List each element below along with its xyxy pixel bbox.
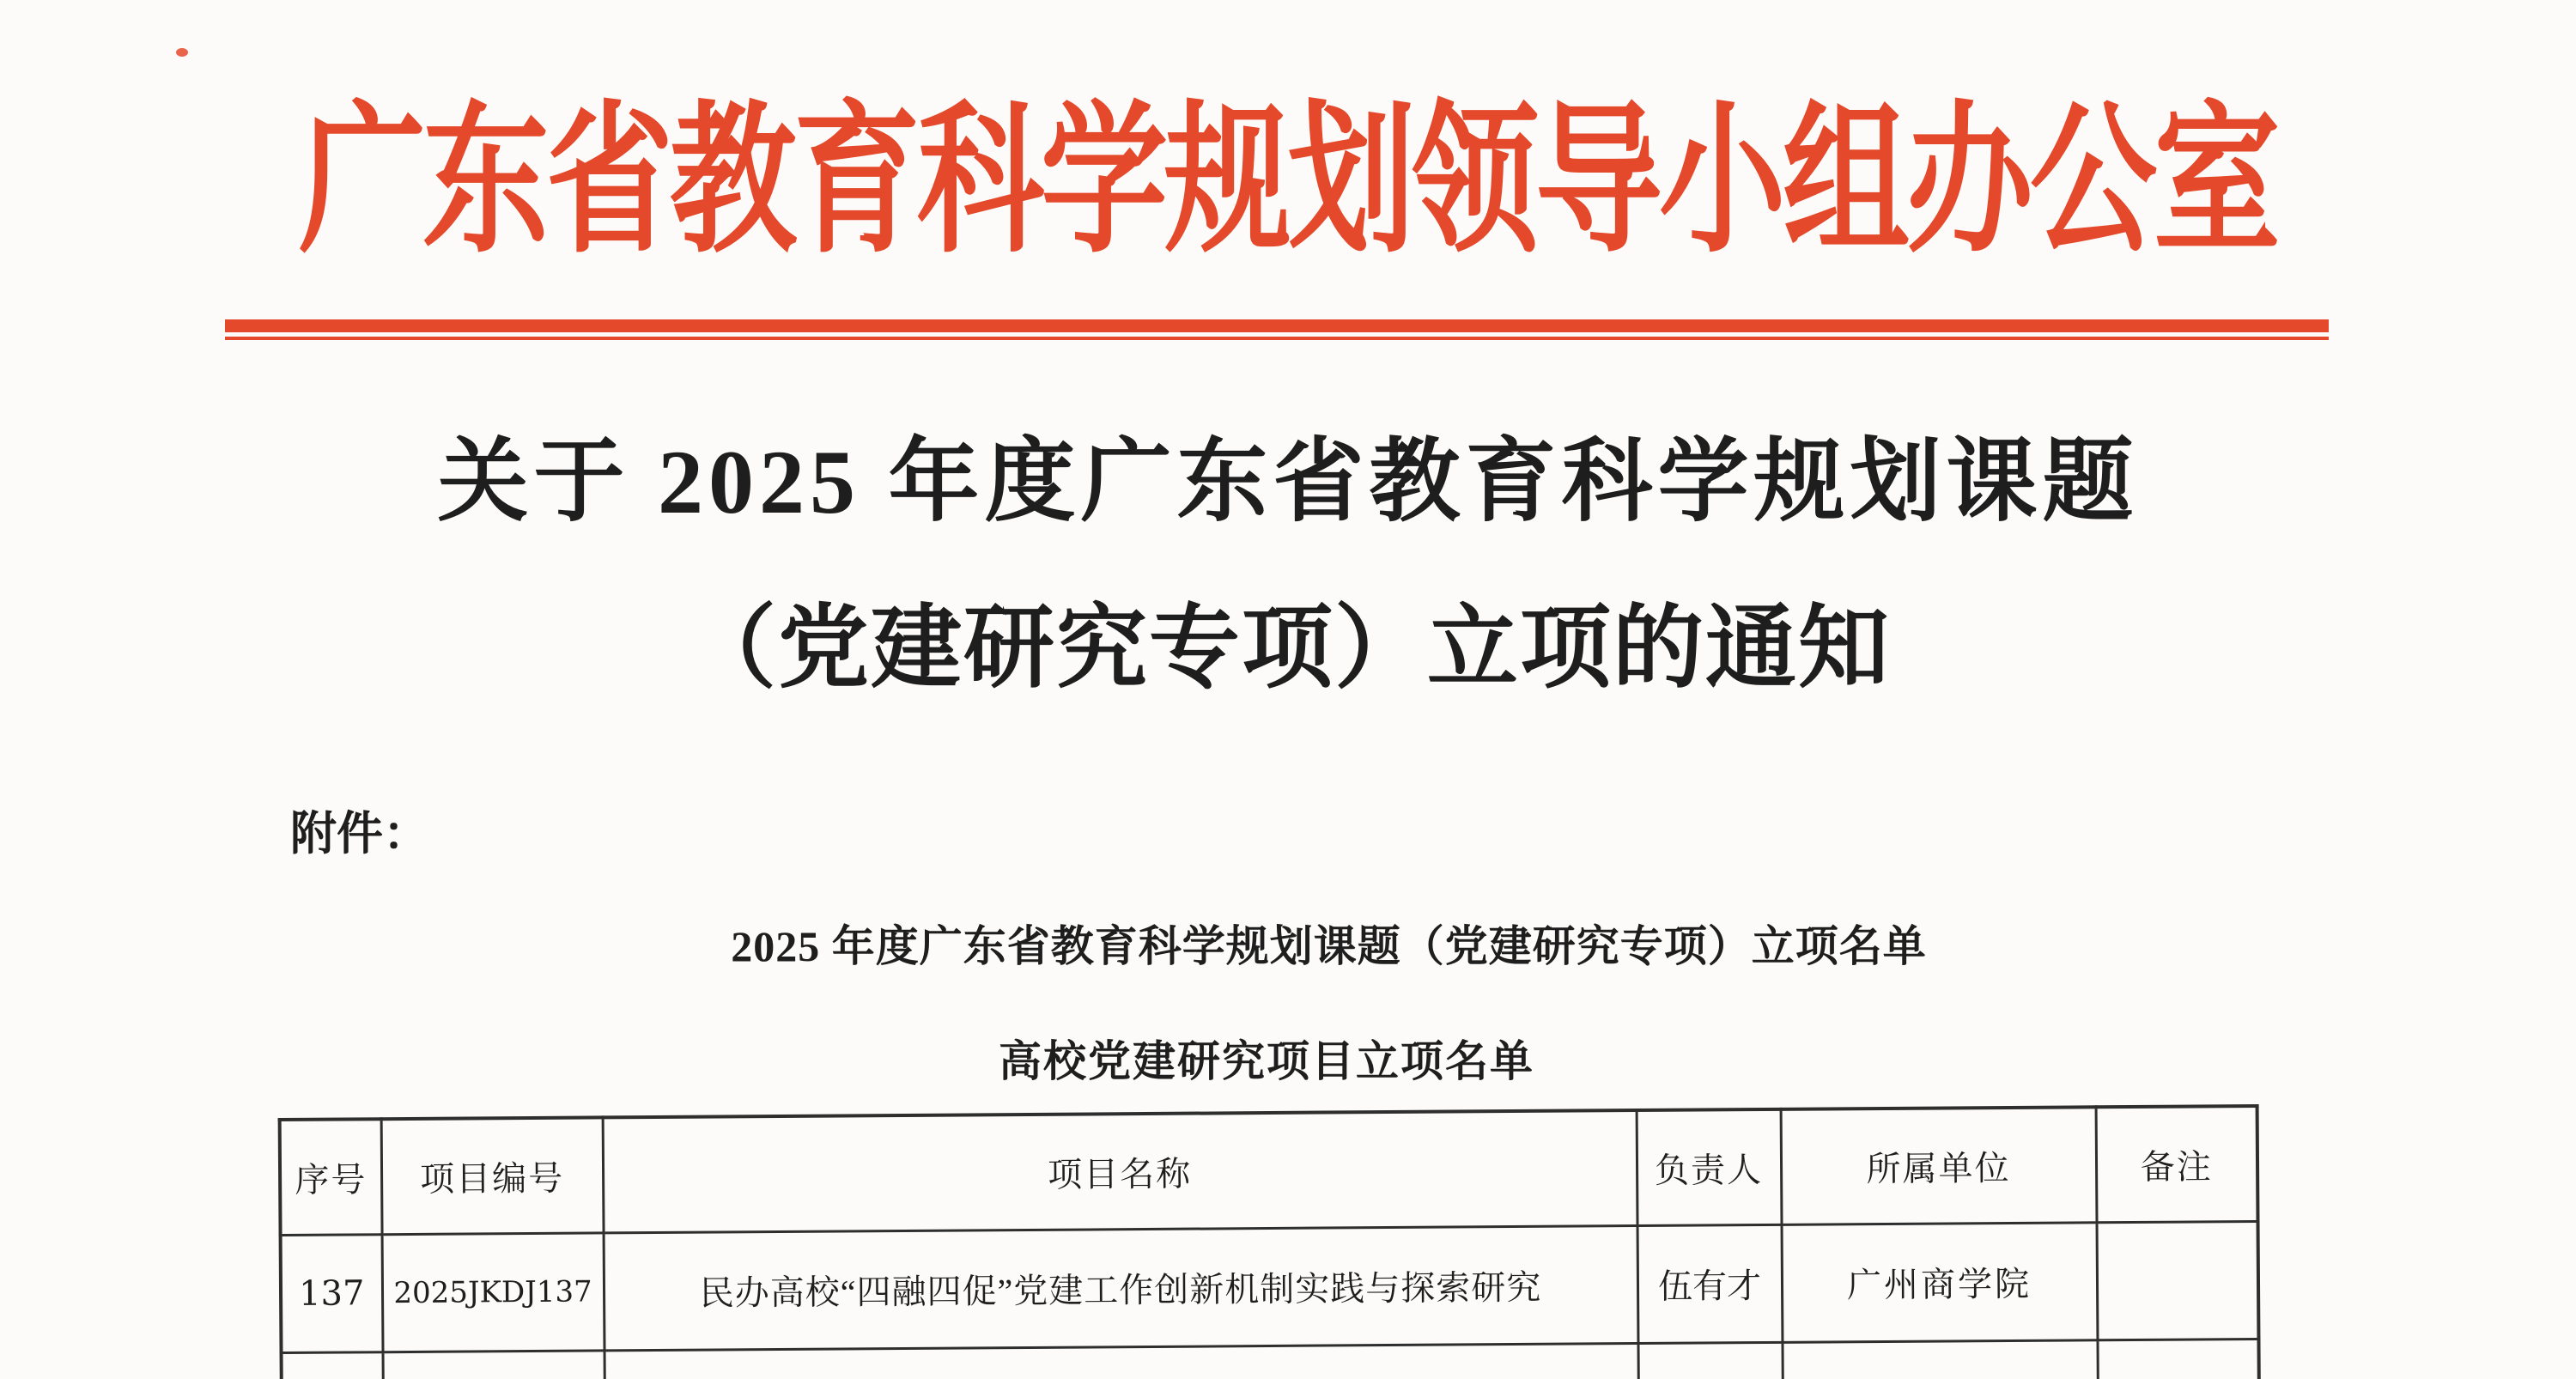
- attachment-list-title: 2025 年度广东省教育科学规划课题（党建研究专项）立项名单: [731, 922, 1927, 970]
- cell-note: [2097, 1339, 2259, 1379]
- cell-leader: [1637, 1342, 1783, 1379]
- cell-note: [2097, 1221, 2259, 1340]
- col-header-code: 项目编号: [381, 1117, 604, 1234]
- cell-seq: [282, 1352, 384, 1379]
- cell-leader: 伍有才: [1637, 1224, 1783, 1343]
- col-header-leader: 负责人: [1637, 1109, 1782, 1225]
- project-approval-table: [278, 1104, 2262, 1379]
- col-header-name: 项目名称: [603, 1110, 1637, 1232]
- cell-unit: [1782, 1340, 2098, 1379]
- section-title-university-party-projects: 高校党建研究项目立项名单: [999, 1037, 1534, 1085]
- cell-unit: 广州商学院: [1782, 1222, 2098, 1342]
- table-body: [281, 1221, 2260, 1379]
- col-header-unit: 所属单位: [1781, 1107, 2097, 1224]
- document-title-line2: （党建研究专项）立项的通知: [685, 598, 1891, 699]
- letterhead-rule-thin: [225, 337, 2329, 340]
- letterhead-rule-thick: [225, 319, 2329, 332]
- cell-code: 2025JKDJ137: [382, 1232, 605, 1352]
- attachment-label: 附件：: [290, 808, 429, 860]
- cell-seq: 137: [281, 1234, 383, 1352]
- col-header-note: 备注: [2096, 1106, 2258, 1222]
- cell-name: [605, 1343, 1639, 1379]
- col-header-seq: 序号: [280, 1119, 382, 1235]
- document-title-line1: 关于 2025 年度广东省教育科学规划课题: [437, 432, 2139, 532]
- letterhead-org-title: 广东省教育科学规划领导小组办公室: [299, 92, 2277, 273]
- scan-artifact-speck: [176, 48, 188, 57]
- cell-name: 民办高校“四融四促”党建工作创新机制实践与探索研究: [604, 1225, 1638, 1350]
- table-header: [280, 1106, 2258, 1235]
- table-row: [281, 1221, 2259, 1352]
- table-header-row: [280, 1106, 2258, 1235]
- cell-code: [383, 1350, 605, 1379]
